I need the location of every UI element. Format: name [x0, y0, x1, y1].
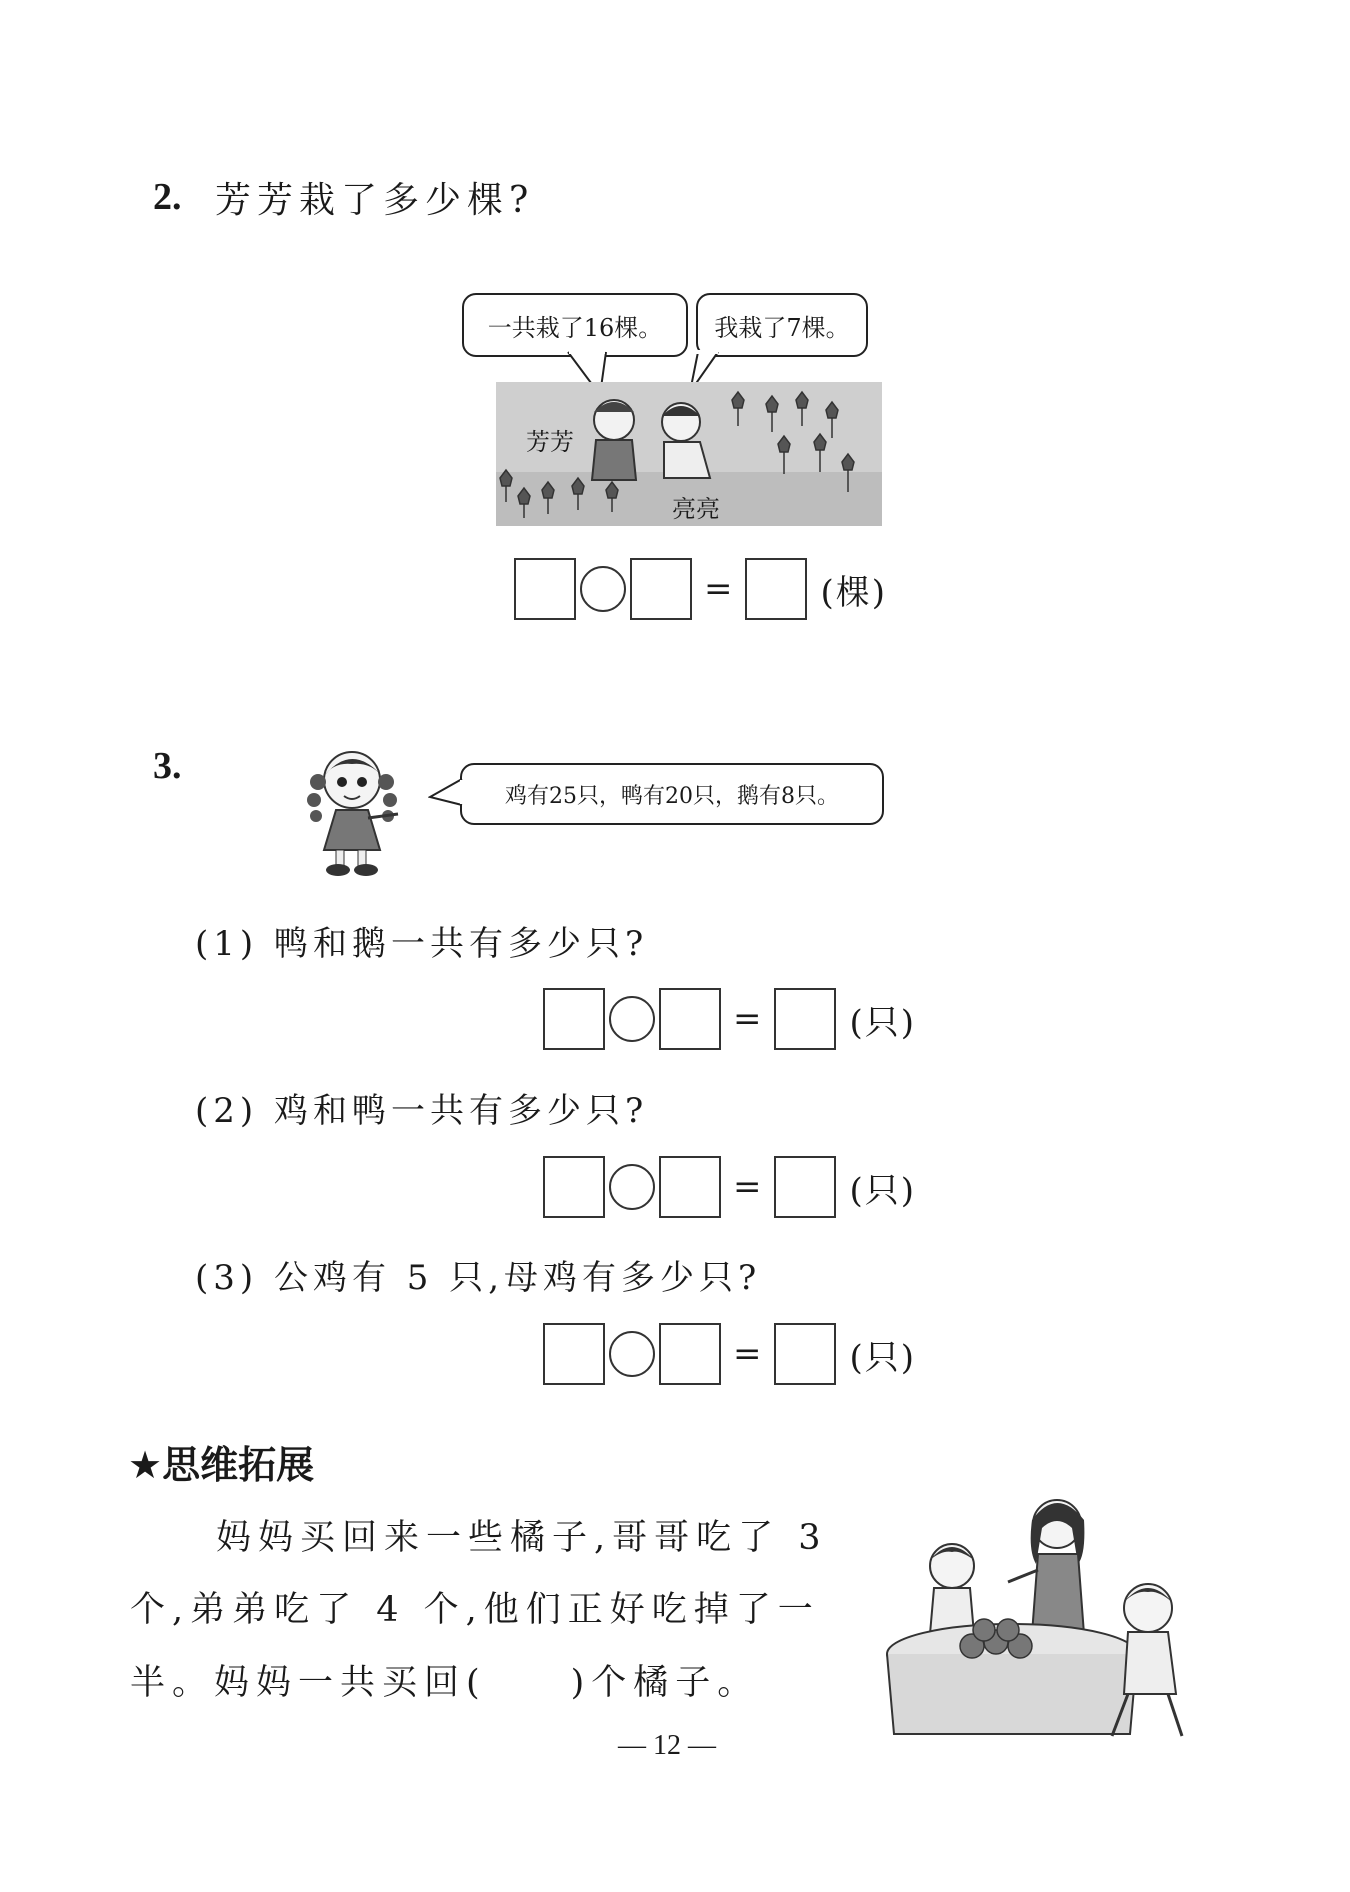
question-3-number: 3. — [153, 745, 182, 787]
children-table-illustration — [872, 1484, 1202, 1744]
q3-part-1-text: (1) 鸭和鹅一共有多少只? — [195, 924, 649, 964]
page-number: — 12 — — [618, 1730, 716, 1761]
extension-line-3: 半。妈妈一共买回( )个橘子。 — [130, 1663, 760, 1703]
equation-q3-part-2 — [543, 1156, 916, 1218]
operator-circle[interactable] — [609, 1164, 655, 1210]
q3-part-2-text: (2) 鸡和鸭一共有多少只? — [195, 1091, 649, 1131]
answer-box[interactable] — [659, 1156, 721, 1218]
operator-circle[interactable] — [609, 996, 655, 1042]
q3-part-3-text: (3) 公鸡有 5 只,母鸡有多少只? — [195, 1258, 762, 1298]
equation-q3-part-3 — [543, 1323, 916, 1385]
speech-bubble-q3-text: 鸡有25只，鸭有20只，鹅有8只。 — [505, 783, 839, 809]
equals-sign: = — [704, 569, 733, 609]
equals-sign: = — [733, 999, 762, 1039]
speech-bubble-liangliang-text: 我栽了7棵。 — [714, 313, 850, 342]
operator-circle[interactable] — [609, 1331, 655, 1377]
unit-label: (只) — [849, 1170, 917, 1211]
answer-box[interactable] — [659, 1323, 721, 1385]
question-2-text: 芳芳栽了多少棵? — [215, 180, 535, 221]
extension-line-1: 妈妈买回来一些橘子,哥哥吃了 3 — [216, 1518, 828, 1558]
name-label-fangfang: 芳芳 — [526, 428, 574, 456]
unit-label: (棵) — [820, 572, 888, 613]
answer-box[interactable] — [774, 1323, 836, 1385]
unit-label: (只) — [849, 1002, 917, 1043]
answer-box[interactable] — [514, 558, 576, 620]
speech-bubble-q3-tail — [428, 775, 464, 811]
operator-circle[interactable] — [580, 566, 626, 612]
equation-q2 — [514, 558, 887, 620]
equals-sign: = — [733, 1167, 762, 1207]
answer-box[interactable] — [543, 1156, 605, 1218]
answer-box[interactable] — [774, 1156, 836, 1218]
planting-illustration — [496, 382, 882, 526]
girl-illustration — [300, 742, 410, 880]
equals-sign: = — [733, 1334, 762, 1374]
equation-q3-part-1 — [543, 988, 916, 1050]
unit-label: (只) — [849, 1337, 917, 1378]
extension-line-2: 个,弟弟吃了 4 个,他们正好吃掉了一 — [130, 1590, 820, 1630]
extension-title: ★思维拓展 — [128, 1443, 315, 1487]
question-2-number: 2. — [153, 176, 182, 218]
name-label-liangliang: 亮亮 — [672, 495, 720, 523]
answer-box[interactable] — [745, 558, 807, 620]
answer-box[interactable] — [630, 558, 692, 620]
speech-bubble-q3 — [460, 763, 884, 825]
answer-box[interactable] — [543, 1323, 605, 1385]
answer-box[interactable] — [659, 988, 721, 1050]
answer-box[interactable] — [543, 988, 605, 1050]
answer-box[interactable] — [774, 988, 836, 1050]
speech-bubble-fangfang-text: 一共栽了16棵。 — [487, 313, 663, 342]
